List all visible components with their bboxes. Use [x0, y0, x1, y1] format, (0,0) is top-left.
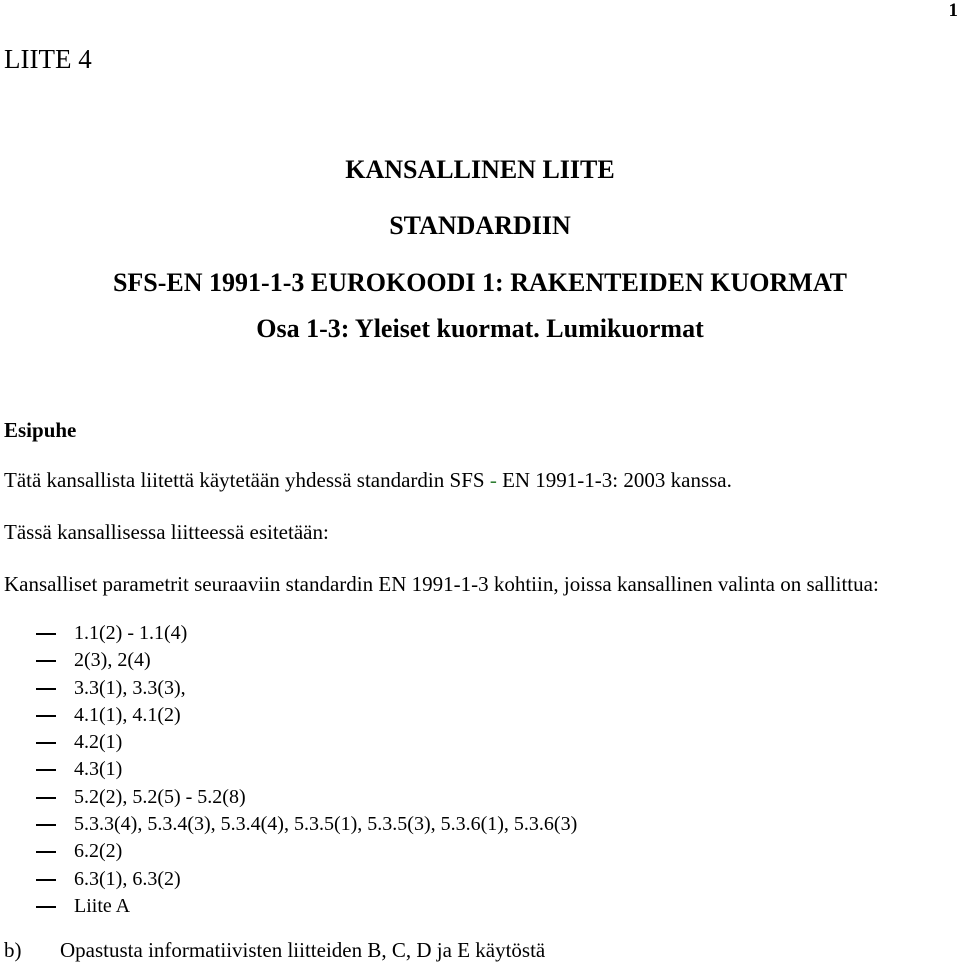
preface-paragraph-2: Tässä kansallisessa liitteessä esitetään:: [4, 520, 329, 544]
clause-text: 5.2(2), 5.2(5) - 5.2(8): [74, 785, 246, 808]
preface-paragraph-3: Kansalliset parametrit seuraaviin standardin EN 1991-1-3 kohtiin, joissa kansallinen valinta on sallittua:: [4, 572, 879, 596]
dash-bullet-icon: [36, 715, 56, 717]
dash-bullet-icon: [36, 660, 56, 662]
dash-bullet-icon: [36, 742, 56, 744]
preface-heading: Esipuhe: [4, 418, 77, 442]
preface-paragraph-1-part-b: EN 1991-1-3: 2003 kanssa.: [496, 468, 732, 492]
clause-text: Liite A: [74, 894, 131, 917]
clause-text: 4.1(1), 4.1(2): [74, 703, 181, 726]
title-line-2: STANDARDIIN: [389, 211, 571, 240]
clause-text: 3.3(1), 3.3(3),: [74, 676, 186, 699]
clause-text: 4.3(1): [74, 758, 123, 781]
appendix-label: LIITE 4: [4, 44, 92, 74]
item-letter: b): [4, 938, 22, 962]
dash-bullet-icon: [36, 906, 56, 908]
standard-dash: -: [489, 468, 497, 492]
dash-bullet-icon: [36, 769, 56, 771]
clause-text: 6.2(2): [74, 840, 123, 863]
preface-paragraph-1: [4, 468, 732, 493]
clause-text: 1.1(2) - 1.1(4): [74, 622, 188, 644]
item-text: Opastusta informatiivisten liitteiden B, C, D ja E käytöstä: [60, 938, 546, 962]
title-line-1: KANSALLINEN LIITE: [345, 155, 615, 184]
clause-text: 5.3.3(4), 5.3.4(3), 5.3.4(4), 5.3.5(1), 5.3.5(3), 5.3.6(1), 5.3.6(3): [74, 813, 578, 836]
clause-text: 2(3), 2(4): [74, 649, 151, 672]
dash-bullet-icon: [36, 879, 56, 881]
title-line-3: SFS-EN 1991-1-3 EUROKOODI 1: RAKENTEIDEN KUORMAT: [112, 268, 848, 297]
title-line-4: Osa 1-3: Yleiset kuormat. Lumikuormat: [256, 314, 704, 343]
dash-bullet-icon: [36, 851, 56, 853]
clause-text: 4.2(1): [74, 731, 123, 754]
dash-bullet-icon: [36, 824, 56, 826]
preface-paragraph-1-part-a: Tätä kansallista liitettä käytetään yhdessä standardin SFS: [4, 468, 490, 492]
enumerated-item-b: [4, 938, 545, 963]
clause-text: 6.3(1), 6.3(2): [74, 867, 181, 890]
dash-bullet-icon: [36, 633, 56, 635]
dash-bullet-icon: [36, 688, 56, 690]
dash-bullet-icon: [36, 797, 56, 799]
page-number: 1: [948, 0, 958, 21]
